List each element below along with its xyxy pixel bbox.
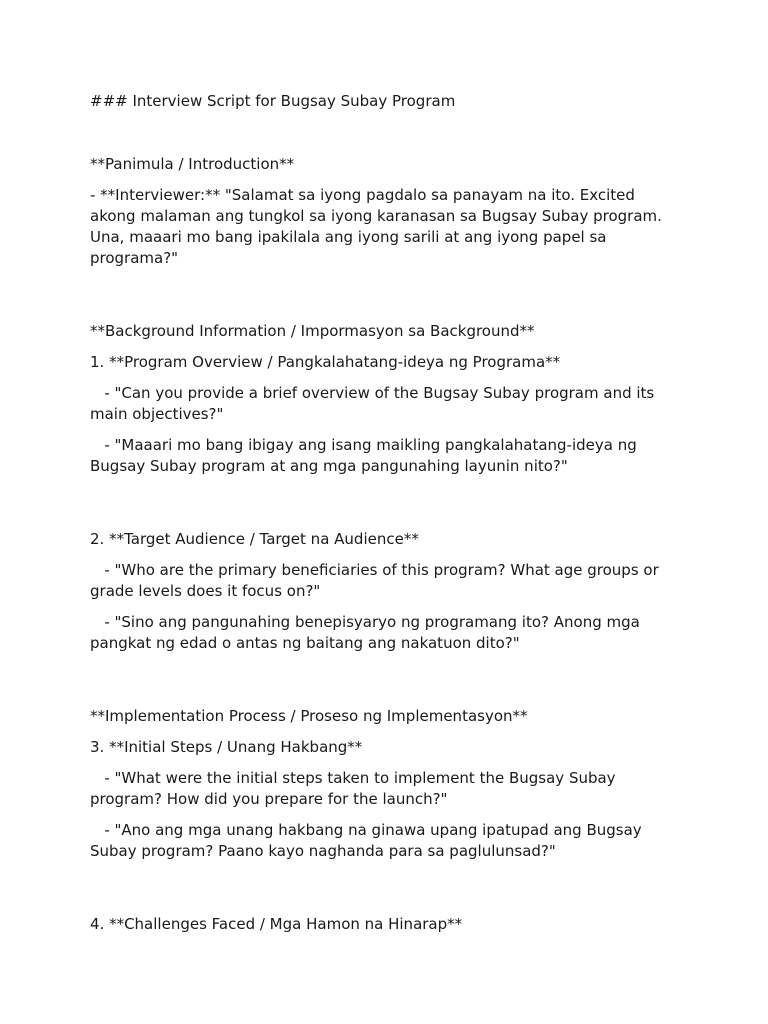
question-1-heading: 1. **Program Overview / Pangkalahatang-ideya ng Programa** — [90, 353, 561, 371]
question-3-heading: 3. **Initial Steps / Unang Hakbang** — [90, 738, 363, 756]
question-3-english: - "What were the initial steps taken to implement the Bugsay Subay program? How did you prepare for the launch?" — [90, 769, 621, 808]
intro-heading: **Panimula / Introduction** — [90, 155, 295, 173]
question-1-tagalog: - "Maaari mo bang ibigay ang isang maikling pangkalahatang-ideya ng Bugsay Subay program at ang mga pangunahing layunin nito?" — [90, 436, 642, 475]
question-2-tagalog: - "Sino ang pangunahing benepisyaryo ng programang ito? Anong mga pangkat ng edad o antas ng baitang ang nakatuon dito?" — [90, 613, 645, 652]
question-2-english: - "Who are the primary beneficiaries of this program? What age groups or grade levels does it focus on?" — [90, 561, 664, 600]
intro-text: - **Interviewer:** "Salamat sa iyong pagdalo sa panayam na ito. Excited akong malaman ang tungkol sa iyong karanasan sa Bugsay Subay program. Una, maaari mo bang ipakilala ang iyong sarili at ang iyong papel sa programa?" — [90, 186, 667, 267]
background-heading: **Background Information / Impormasyon sa Background** — [90, 322, 535, 340]
question-2-heading: 2. **Target Audience / Target na Audience** — [90, 530, 419, 548]
question-4-heading: 4. **Challenges Faced / Mga Hamon na Hinarap** — [90, 915, 463, 933]
question-3-tagalog: - "Ano ang mga unang hakbang na ginawa upang ipatupad ang Bugsay Subay program? Paano kayo naghanda para sa paglulunsad?" — [90, 821, 647, 860]
question-1-english: - "Can you provide a brief overview of the Bugsay Subay program and its main objectives?" — [90, 384, 660, 423]
implementation-heading: **Implementation Process / Proseso ng Implementasyon** — [90, 707, 528, 725]
document-page — [90, 91, 680, 935]
document-title: ### Interview Script for Bugsay Subay Program — [90, 92, 456, 110]
